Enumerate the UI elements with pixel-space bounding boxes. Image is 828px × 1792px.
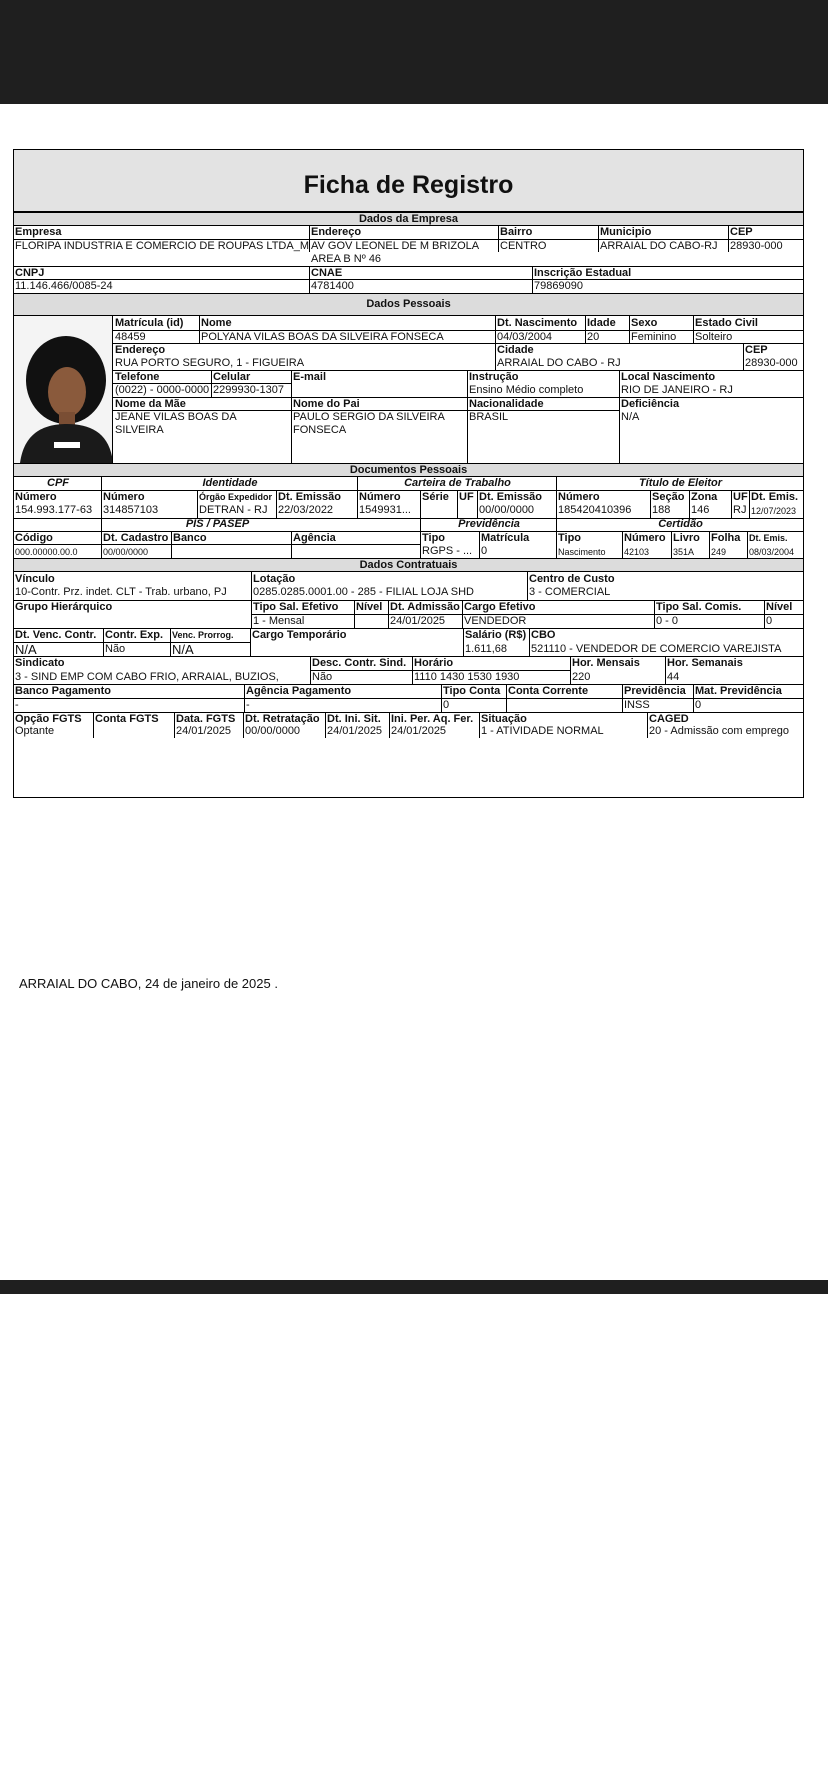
label-father-name: Nome do Pai — [293, 398, 360, 410]
cnpj: 11.146.466/0085-24 — [15, 280, 113, 292]
work-card-issue-date: 00/00/0000 — [479, 504, 535, 516]
vacation-period-start: 24/01/2025 — [391, 725, 447, 737]
social-security: INSS — [624, 699, 650, 711]
cost-center: 3 - COMERCIAL — [529, 586, 611, 598]
zone: 146 — [691, 504, 710, 516]
label-age: Idade — [587, 317, 616, 329]
registration-id: 48459 — [115, 331, 146, 343]
divider — [14, 544, 421, 545]
label-registration-date: Dt. Cadastro — [103, 532, 169, 544]
label-caged: CAGED — [649, 713, 689, 725]
employee-photo — [14, 316, 113, 463]
person-portrait-icon — [14, 316, 113, 463]
label-company-zip: CEP — [730, 226, 753, 238]
id-number: 314857103 — [103, 504, 159, 516]
sex: Feminino — [631, 331, 677, 343]
fgts-date: 24/01/2025 — [176, 725, 232, 737]
contract-expiry: N/A — [15, 643, 37, 656]
label-checking-account: Conta Corrente — [508, 685, 589, 697]
viewer-top-bar — [0, 0, 828, 104]
marital-status: Solteiro — [695, 331, 733, 343]
father-name: PAULO SERGIO DA SILVEIRA FONSECA — [293, 411, 445, 436]
city: ARRAIAL DO CABO - RJ — [497, 357, 621, 369]
label-level-commission: Nível — [766, 601, 793, 613]
mobile: 2299930-1307 — [213, 384, 284, 396]
label-cpf-number: Número — [15, 491, 57, 503]
label-work-card-state: UF — [459, 491, 474, 503]
group-work-card: Carteira de Trabalho — [404, 477, 511, 489]
weekly-hours: 44 — [667, 671, 680, 683]
employee-name: POLYANA VILAS BOAS DA SILVEIRA FONSECA — [201, 331, 444, 343]
label-company: Empresa — [15, 226, 62, 238]
label-birthplace: Local Nascimento — [621, 371, 716, 383]
label-payment-branch: Agência Pagamento — [246, 685, 352, 697]
label-employment-type: Vínculo — [15, 573, 55, 585]
company-address: AV GOV LEONEL DE M BRIZOLA AREA B Nº 46 — [311, 240, 479, 265]
section-header-documents: Documentos Pessoais — [14, 463, 803, 477]
birth-date: 04/03/2004 — [497, 331, 553, 343]
group-voter-id: Título de Eleitor — [638, 477, 723, 489]
label-union-fee: Desc. Contr. Sind. — [312, 657, 407, 669]
section-header-contract: Dados Contratuais — [14, 558, 803, 572]
label-city: Cidade — [497, 344, 534, 356]
label-commission-salary-type: Tipo Sal. Comis. — [656, 601, 742, 613]
certificate-number: 42103 — [624, 547, 650, 557]
label-disability: Deficiência — [621, 398, 680, 410]
page-number: 249 — [711, 547, 727, 557]
label-issuing-agency: Órgão Expedidor — [199, 492, 273, 502]
label-work-card-issue-date: Dt. Emissão — [479, 491, 542, 503]
label-book: Livro — [673, 532, 700, 544]
label-email: E-mail — [293, 371, 327, 383]
issuing-agency: DETRAN - RJ — [199, 504, 268, 516]
label-marital-status: Estado Civil — [695, 317, 758, 329]
salary: 1.611,68 — [465, 643, 508, 655]
state-registration: 79869090 — [534, 280, 583, 292]
monthly-hours: 220 — [572, 671, 591, 683]
cbo: 521110 - VENDEDOR DE COMERCIO VAREJISTA — [531, 643, 782, 655]
salary-type: 1 - Mensal — [253, 615, 305, 627]
label-company-district: Bairro — [500, 226, 533, 238]
page-separator — [0, 1280, 828, 1294]
group-certificate: Certidão — [658, 518, 703, 530]
section-header-personal: Dados Pessoais — [14, 293, 803, 316]
security-type: RGPS - ... — [422, 545, 473, 557]
label-contract-expiry: Dt. Venc. Contr. — [15, 629, 97, 641]
label-certificate-issue-date: Dt. Emis. — [749, 533, 788, 543]
label-mobile: Celular — [213, 371, 251, 383]
label-voter-issue-date: Dt. Emis. — [751, 491, 799, 503]
employment-type: 10-Contr. Prz. indet. CLT - Trab. urbano, PJ — [15, 586, 227, 598]
extension-expiry: N/A — [172, 643, 194, 656]
voter-number: 185420410396 — [558, 504, 632, 516]
label-branch: Agência — [293, 532, 336, 544]
payment-branch: - — [246, 699, 250, 711]
place-and-date: ARRAIAL DO CABO, 24 de janeiro de 2025 . — [19, 976, 278, 991]
label-name: Nome — [201, 317, 232, 329]
label-sex: Sexo — [631, 317, 658, 329]
label-monthly-hours: Hor. Mensais — [572, 657, 640, 669]
label-trial-contract: Contr. Exp. — [105, 629, 164, 641]
company-zip: 28930-000 — [730, 240, 783, 252]
id-issue-date: 22/03/2022 — [278, 504, 334, 516]
label-position: Cargo Efetivo — [464, 601, 536, 613]
group-pis: PIS / PASEP — [185, 518, 250, 530]
label-social-security: Previdência — [624, 685, 686, 697]
label-voter-state: UF — [733, 491, 748, 503]
zip: 28930-000 — [745, 357, 798, 369]
label-fgts-option: Opção FGTS — [15, 713, 82, 725]
nationality: BRASIL — [469, 411, 509, 423]
label-bank: Banco — [173, 532, 207, 544]
company-city: ARRAIAL DO CABO-RJ — [600, 240, 718, 252]
label-education: Instrução — [469, 371, 519, 383]
label-status: Situação — [481, 713, 527, 725]
union: 3 - SIND EMP COM CABO FRIO, ARRAIAL, BUZIOS, — [15, 671, 279, 683]
label-zip: CEP — [745, 344, 768, 356]
account-type: 0 — [443, 699, 450, 711]
label-allocation: Lotação — [253, 573, 296, 585]
label-security-id: Mat. Previdência — [695, 685, 782, 697]
label-cnae: CNAE — [311, 267, 343, 279]
fgts-option: Optante — [15, 725, 55, 737]
admission-date: 24/01/2025 — [390, 615, 446, 627]
company-district: CENTRO — [500, 240, 547, 252]
label-security-type: Tipo — [422, 532, 446, 544]
retraction-date: 00/00/0000 — [245, 725, 301, 737]
payment-bank: - — [15, 699, 19, 711]
label-status-start-date: Dt. Ini. Sit. — [327, 713, 381, 725]
label-id-number: Número — [103, 491, 145, 503]
label-payment-bank: Banco Pagamento — [15, 685, 111, 697]
label-temporary-position: Cargo Temporário — [252, 629, 347, 641]
security-id: 0 — [695, 699, 702, 711]
registration-form — [13, 149, 804, 798]
label-salary: Salário (R$) — [465, 629, 527, 641]
label-series: Série — [422, 491, 449, 503]
section: 188 — [652, 504, 671, 516]
caged: 20 - Admissão com emprego — [649, 725, 790, 737]
disability: N/A — [621, 411, 640, 423]
age: 20 — [587, 331, 600, 343]
label-section: Seção — [652, 491, 685, 503]
cpf-number: 154.993.177-63 — [15, 504, 93, 516]
voter-state: RJ — [733, 504, 747, 516]
label-fgts-account: Conta FGTS — [95, 713, 159, 725]
label-state-registration: Inscrição Estadual — [534, 267, 632, 279]
section-header-company: Dados da Empresa — [14, 212, 803, 226]
status-start-date: 24/01/2025 — [327, 725, 383, 737]
group-identity: Identidade — [202, 477, 258, 489]
label-pis-code: Código — [15, 532, 53, 544]
security-registration: 0 — [481, 545, 488, 557]
label-voter-number: Número — [558, 491, 600, 503]
label-nationality: Nacionalidade — [469, 398, 544, 410]
phone: (0022) - 0000-0000 — [115, 384, 210, 396]
label-extension-expiry: Venc. Prorrog. — [172, 630, 234, 640]
level-commission: 0 — [766, 615, 773, 627]
commission-salary-type: 0 - 0 — [656, 615, 679, 627]
label-certificate-type: Tipo — [558, 532, 582, 544]
allocation: 0285.0285.0001.00 - 285 - FILIAL LOJA SHD — [253, 586, 474, 598]
pis-code: 000.00000.00.0 — [15, 547, 78, 557]
mother-name: JEANE VILAS BOAS DA SILVEIRA — [115, 411, 237, 436]
cnae: 4781400 — [311, 280, 354, 292]
label-fgts-date: Data. FGTS — [176, 713, 236, 725]
label-birth-date: Dt. Nascimento — [497, 317, 578, 329]
registration-date: 00/00/0000 — [103, 547, 149, 557]
label-zone: Zona — [691, 491, 718, 503]
label-phone: Telefone — [115, 371, 160, 383]
address: RUA PORTO SEGURO, 1 - FIGUEIRA — [115, 357, 305, 369]
label-work-card-number: Número — [359, 491, 401, 503]
label-account-type: Tipo Conta — [443, 685, 501, 697]
label-mother-name: Nome da Mãe — [115, 398, 186, 410]
label-registration-id: Matrícula (id) — [115, 317, 184, 329]
book: 351A — [673, 547, 695, 557]
group-social-security: Previdência — [458, 518, 520, 530]
form-title: Ficha de Registro — [14, 150, 803, 212]
certificate-issue-date: 08/03/2004 — [749, 547, 795, 557]
label-vacation-period-start: Ini. Per. Aq. Fer. — [391, 713, 474, 725]
education: Ensino Médio completo — [469, 384, 584, 396]
label-schedule: Horário — [414, 657, 454, 669]
label-hierarchy-group: Grupo Hierárquico — [15, 601, 113, 613]
status: 1 - ATIVIDADE NORMAL — [481, 725, 604, 737]
position: VENDEDOR — [464, 615, 527, 627]
label-level: Nível — [356, 601, 383, 613]
union-fee: Não — [312, 671, 333, 683]
label-address: Endereço — [115, 344, 166, 356]
schedule: 1110 1430 1530 1930 — [414, 671, 520, 683]
label-company-address: Endereço — [311, 226, 362, 238]
label-union: Sindicato — [15, 657, 65, 669]
label-admission-date: Dt. Admissão — [390, 601, 460, 613]
company-name: FLORIPA INDUSTRIA E COMERCIO DE ROUPAS LTDA_M — [15, 240, 309, 252]
label-retraction-date: Dt. Retratação — [245, 713, 320, 725]
work-card-number: 1549931... — [359, 504, 411, 516]
label-salary-type: Tipo Sal. Efetivo — [253, 601, 339, 613]
trial-contract: Não — [105, 643, 126, 655]
voter-issue-date: 12/07/2023 — [751, 506, 797, 516]
label-id-issue-date: Dt. Emissão — [278, 491, 341, 503]
label-page: Folha — [711, 532, 741, 544]
birthplace: RIO DE JANEIRO - RJ — [621, 384, 733, 396]
label-company-city: Municipio — [600, 226, 652, 238]
label-cnpj: CNPJ — [15, 267, 45, 279]
label-cbo: CBO — [531, 629, 556, 641]
group-cpf: CPF — [47, 477, 69, 489]
label-security-registration: Matrícula — [481, 532, 530, 544]
label-certificate-number: Número — [624, 532, 666, 544]
label-weekly-hours: Hor. Semanais — [667, 657, 743, 669]
label-cost-center: Centro de Custo — [529, 573, 615, 585]
certificate-type: Nascimento — [558, 547, 606, 557]
